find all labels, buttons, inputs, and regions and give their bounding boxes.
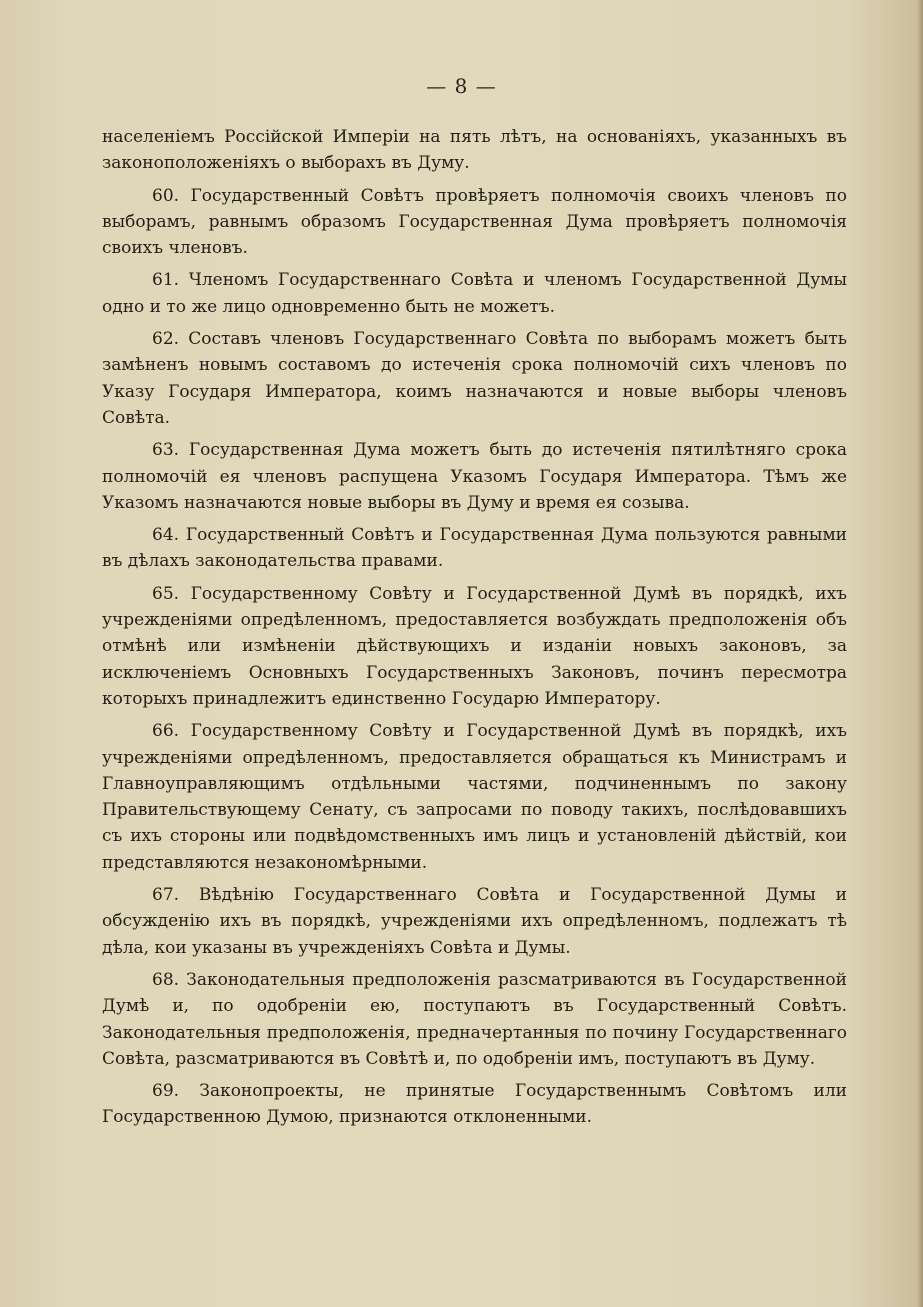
article-69: 69. Законопроекты, не принятые Государственнымъ Совѣтомъ или Государственною Думою, признаются отклоненными. [102,1081,847,1128]
page-number: — 8 — [426,74,497,98]
article-68: 68. Законодательныя предположенія разсматриваются въ Государственной Думѣ и, по одобреніи ею, поступаютъ въ Государственный Совѣтъ. Законодательныя предположенія, предначертанныя по почину Государственнаго Совѣта, разсматриваются въ Совѣтѣ и, по одобреніи имъ, поступаютъ въ Думу. [102,969,847,1069]
page-edge-shadow [917,0,923,1307]
body-text [102,124,847,1137]
paragraph-continuation: населеніемъ Россійской Имперіи на пять лѣтъ, на основаніяхъ, указанныхъ въ законоположеніяхъ о выборахъ въ Думу. [102,127,847,174]
article-60: 60. Государственный Совѣтъ провѣряетъ полномочія своихъ членовъ по выборамъ, равнымъ образомъ Государственная Дума провѣряетъ полномочія своихъ членовъ. [102,185,847,259]
article-66: 66. Государственному Совѣту и Государственной Думѣ въ порядкѣ, ихъ учрежденіями опредѣленномъ, предоставляется обращаться къ Министрамъ и Главноуправляющимъ отдѣльными частями, подчиненнымъ по закону Правительствующему Сенату, съ запросами по поводу такихъ, послѣдовавшихъ съ ихъ стороны или подвѣдомственныхъ имъ лицъ и установленій дѣйствій, кои представляются незакономѣрными. [102,721,847,873]
article-65: 65. Государственному Совѣту и Государственной Думѣ въ порядкѣ, ихъ учрежденіями опредѣленномъ, предоставляется возбуждать предположенія объ отмѣнѣ или измѣненіи дѣйствующихъ и изданіи новыхъ законовъ, за исключеніемъ Основныхъ Государственныхъ Законовъ, починъ пересмотра которыхъ принадлежитъ единственно Государю Императору. [102,583,847,709]
article-67: 67. Вѣдѣнію Государственнаго Совѣта и Государственной Думы и обсужденію ихъ въ порядкѣ, учрежденіями ихъ опредѣленномъ, подлежатъ тѣ дѣла, кои указаны въ учрежденіяхъ Совѣта и Думы. [102,885,847,958]
article-63: 63. Государственная Дума можетъ быть до истеченія пятилѣтняго срока полномочій ея членовъ распущена Указомъ Государя Императора. Тѣмъ же Указомъ назначаются новые выборы въ Думу и время ея созыва. [102,440,847,513]
article-61: 61. Членомъ Государственнаго Совѣта и членомъ Государственной Думы одно и то же лицо одновременно быть не можетъ. [102,270,847,317]
article-64: 64. Государственный Совѣтъ и Государственная Дума пользуются равными въ дѣлахъ законодательства правами. [102,525,847,572]
article-62: 62. Составъ членовъ Государственнаго Совѣта по выборамъ можетъ быть замѣненъ новымъ составомъ до истеченія срока полномочій сихъ членовъ по Указу Государя Императора, коимъ назначаются и новые выборы членовъ Совѣта. [102,329,847,428]
